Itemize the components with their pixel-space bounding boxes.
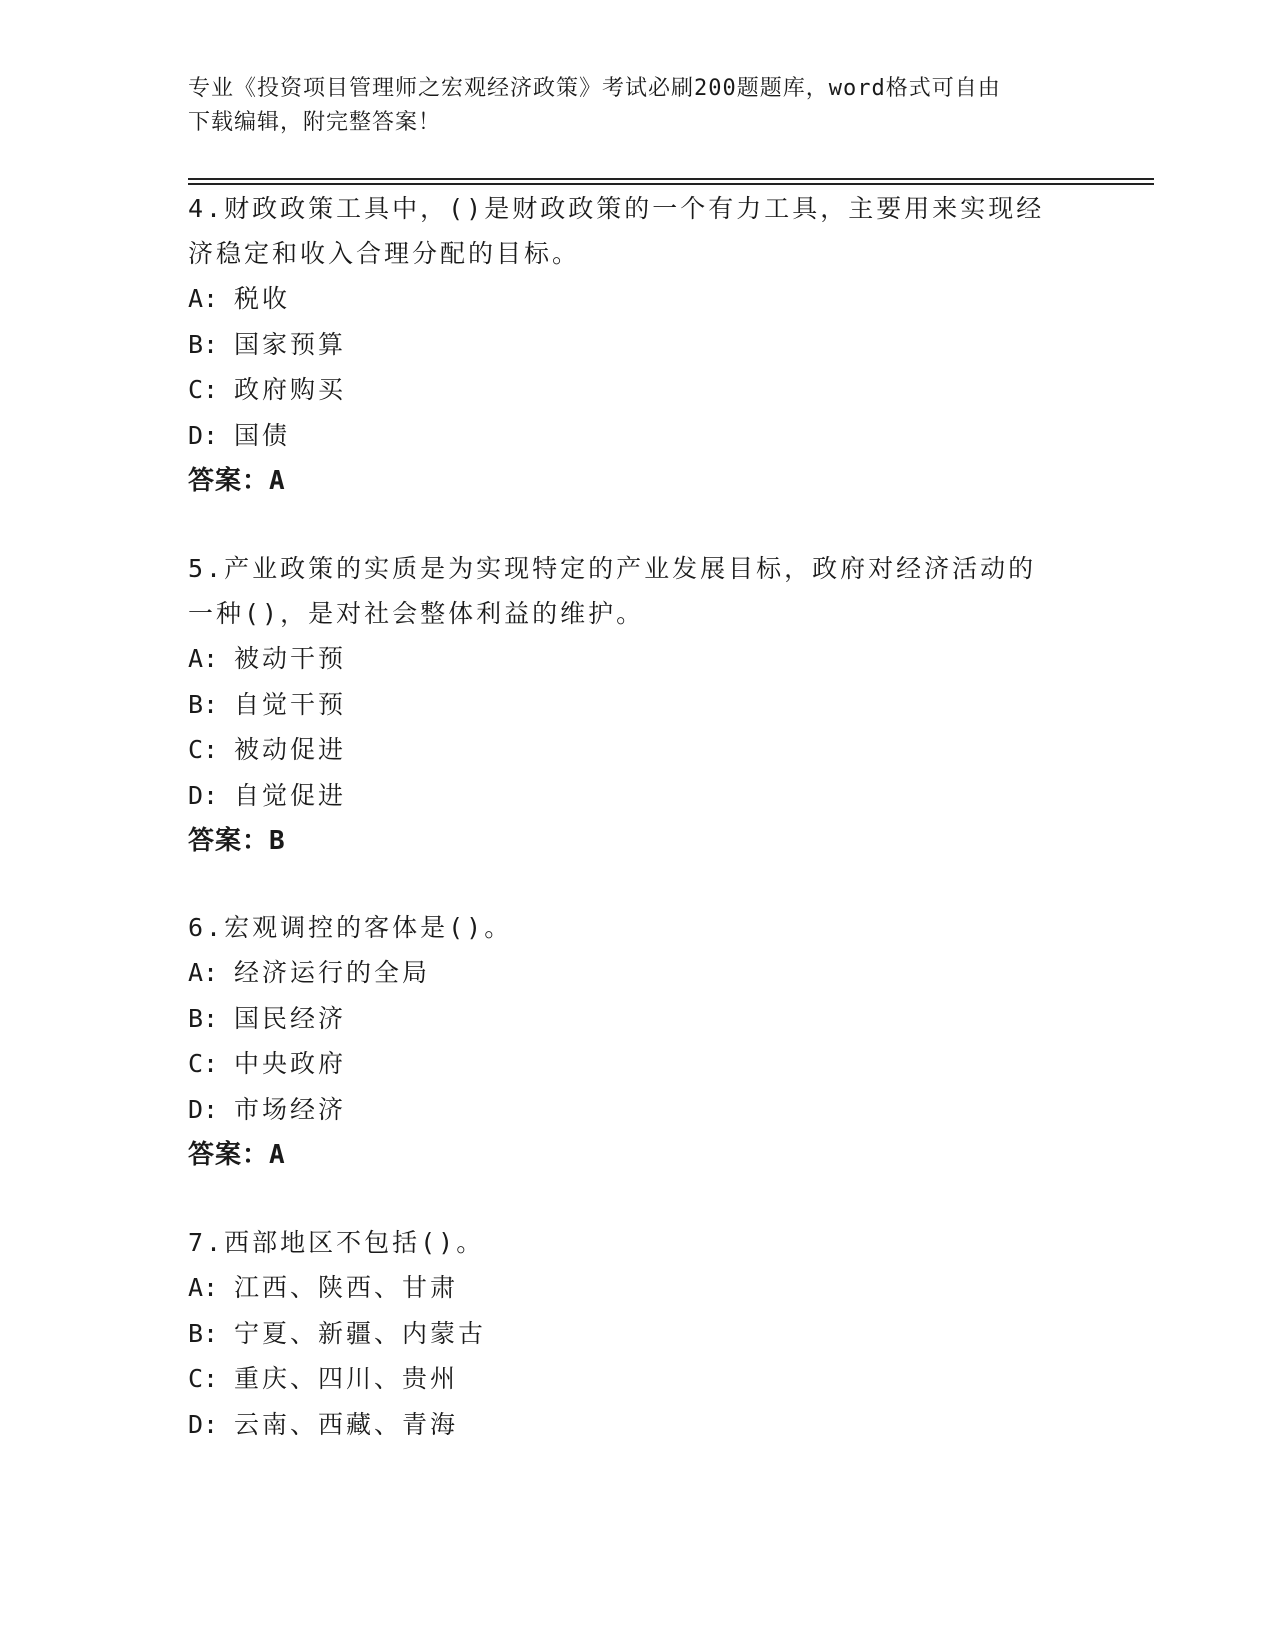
question-5 [188,546,1088,864]
option-key: B: [188,329,219,359]
option-b [188,996,1088,1042]
question-4 [188,186,1088,504]
option-a [188,950,1088,996]
option-text: 经济运行的全局 [234,958,431,987]
option-key: B: [188,1003,219,1033]
option-text: 政府购买 [234,375,347,404]
option-d [188,1402,1088,1448]
option-key: D: [188,420,219,450]
question-text-line-1: 7.西部地区不包括()。 [188,1228,485,1257]
option-d [188,413,1088,459]
option-c [188,367,1088,413]
answer: 答案：A [188,466,286,496]
header-divider-bottom [188,183,1154,185]
question-7 [188,1220,1088,1447]
option-text: 中央政府 [234,1049,347,1078]
option-text: 自觉促进 [234,780,347,810]
option-c [188,1356,1088,1402]
option-text: 云南、西藏、青海 [234,1409,459,1439]
option-key: B: [188,689,219,719]
option-key: A: [188,1273,219,1302]
question-6 [188,905,1088,1178]
option-key: A: [188,644,219,673]
option-key: D: [188,1409,219,1439]
option-d [188,1087,1088,1133]
option-key: C: [188,735,219,764]
option-c [188,1041,1088,1087]
option-text: 税收 [234,284,291,313]
header-line-2: 下载编辑，附完整答案！ [188,110,442,135]
question-text-line-1: 5.产业政策的实质是为实现特定的产业发展目标，政府对经济活动的 [188,554,1037,583]
option-text: 国家预算 [234,329,347,359]
option-b [188,682,1088,728]
option-key: B: [188,1318,219,1348]
option-key: D: [188,780,219,810]
option-text: 被动干预 [234,644,347,673]
option-d [188,773,1088,819]
option-a [188,1265,1088,1311]
question-text-line-2: 济稳定和收入合理分配的目标。 [188,239,581,268]
option-key: D: [188,1094,219,1124]
question-text-line-1: 6.宏观调控的客体是()。 [188,913,513,942]
option-text: 国债 [234,420,291,450]
option-text: 重庆、四川、贵州 [234,1364,459,1393]
option-key: C: [188,375,219,404]
option-text: 国民经济 [234,1003,347,1033]
option-key: C: [188,1364,219,1393]
option-text: 自觉干预 [234,689,347,719]
option-text: 宁夏、新疆、内蒙古 [234,1318,487,1348]
option-key: A: [188,958,219,987]
answer: 答案：B [188,826,286,856]
option-text: 被动促进 [234,735,347,764]
header-line-1: 专业《投资项目管理师之宏观经济政策》考试必刷200题题库，word格式可自由 [188,76,1001,101]
question-text-line-2: 一种()，是对社会整体利益的维护。 [188,599,645,628]
option-a [188,276,1088,322]
option-b [188,322,1088,368]
document-header [188,72,1088,140]
option-key: A: [188,284,219,313]
header-divider-top [188,178,1154,180]
option-b [188,1311,1088,1357]
option-key: C: [188,1049,219,1078]
option-text: 江西、陕西、甘肃 [234,1273,459,1302]
option-text: 市场经济 [234,1094,347,1124]
question-text-line-1: 4.财政政策工具中，()是财政政策的一个有力工具，主要用来实现经 [188,194,1045,223]
answer: 答案：A [188,1140,286,1170]
option-a [188,636,1088,682]
option-c [188,727,1088,773]
